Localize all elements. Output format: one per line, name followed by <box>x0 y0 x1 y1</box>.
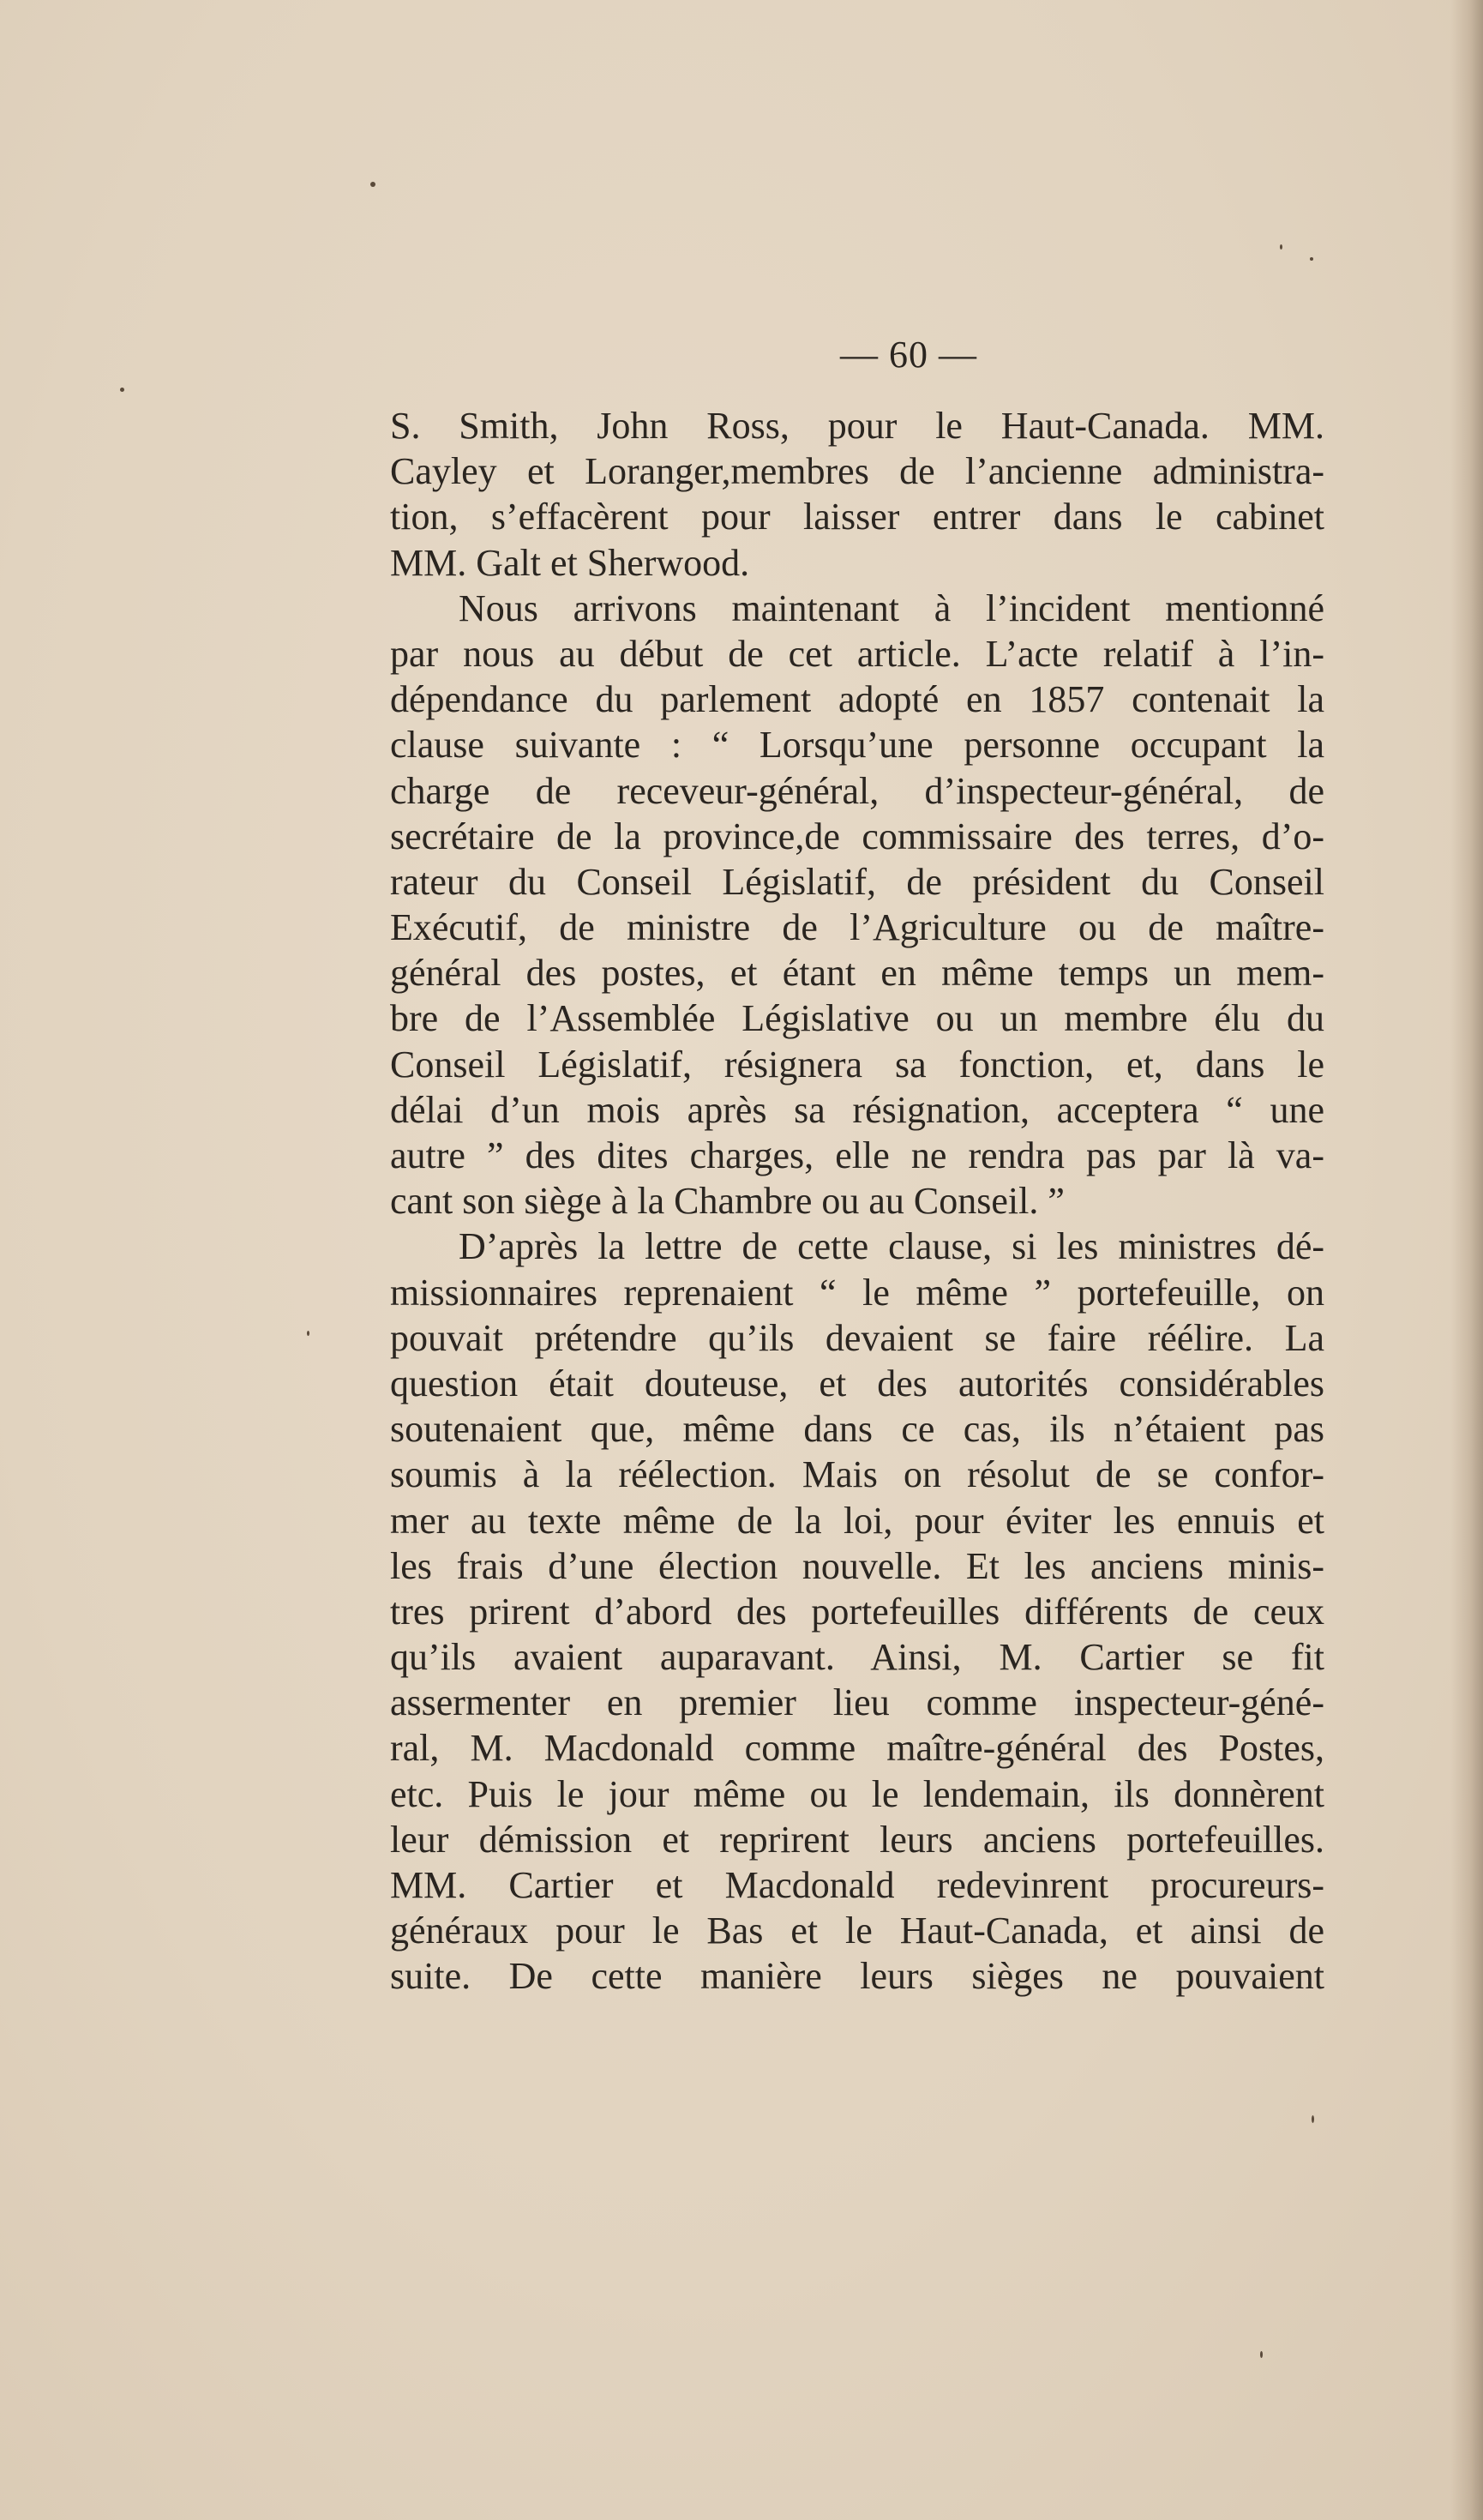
text-line: assermenter en premier lieu comme inspecteur-géné- <box>390 1681 1324 1724</box>
page-edge-shadow <box>1450 0 1483 2520</box>
text-line: pouvait prétendre qu’ils devaient se faire réélire. La <box>390 1316 1324 1359</box>
text-line: etc. Puis le jour même ou le lendemain, ils donnèrent <box>390 1772 1324 1815</box>
text-line: rateur du Conseil Législatif, de président du Conseil <box>390 860 1324 903</box>
text-line: général des postes, et étant en même temps un mem- <box>390 952 1324 995</box>
page-number: — 60 — <box>840 334 977 376</box>
text-line: soumis à la réélection. Mais on résolut de se confor- <box>390 1453 1324 1496</box>
text-line: leur démission et reprirent leurs anciens portefeuilles. <box>390 1818 1324 1861</box>
ink-speck <box>307 1331 309 1336</box>
text-line: par nous au début de cet article. L’acte relatif à l’in- <box>390 632 1324 675</box>
text-line: MM. Cartier et Macdonald redevinrent procureurs- <box>390 1864 1324 1906</box>
ink-speck <box>120 388 124 392</box>
ink-speck <box>370 182 375 187</box>
text-line: question était douteuse, et des autorités considérables <box>390 1362 1324 1404</box>
text-line: bre de l’Assemblée Législative ou un membre élu du <box>390 997 1324 1040</box>
text-line: cant son siège à la Chambre ou au Conseil. ” <box>390 1180 1065 1223</box>
ink-speck <box>1312 2115 1314 2123</box>
text-line: Exécutif, de ministre de l’Agriculture ou de maître- <box>390 906 1324 949</box>
text-line: Nous arrivons maintenant à l’incident mentionné <box>459 586 1324 629</box>
text-line: clause suivante : “ Lorsqu’une personne occupant la <box>390 724 1324 767</box>
text-line: D’après la lettre de cette clause, si les ministres dé- <box>459 1225 1324 1268</box>
body-text <box>390 403 1324 2000</box>
text-line: suite. De cette manière leurs sièges ne pouvaient <box>390 1955 1324 1998</box>
text-line: soutenaient que, même dans ce cas, ils n’étaient pas <box>390 1408 1324 1451</box>
text-line: généraux pour le Bas et le Haut-Canada, et ainsi de <box>390 1910 1324 1952</box>
text-line: MM. Galt et Sherwood. <box>390 541 750 584</box>
ink-speck <box>1310 257 1313 261</box>
text-line: Cayley et Loranger,membres de l’ancienne administra- <box>390 450 1324 493</box>
text-line: ral, M. Macdonald comme maître-général des Postes, <box>390 1727 1324 1770</box>
text-line: qu’ils avaient auparavant. Ainsi, M. Cartier se fit <box>390 1636 1324 1679</box>
ink-speck <box>1260 2351 1263 2358</box>
ink-speck <box>1280 244 1282 250</box>
text-line: mer au texte même de la loi, pour éviter les ennuis et <box>390 1499 1324 1542</box>
text-line: tion, s’effacèrent pour laisser entrer dans le cabinet <box>390 496 1324 538</box>
text-line: tres prirent d’abord des portefeuilles différents de ceux <box>390 1590 1324 1633</box>
text-line: dépendance du parlement adopté en 1857 contenait la <box>390 678 1324 721</box>
text-line: missionnaires reprenaient “ le même ” portefeuille, on <box>390 1271 1324 1314</box>
text-line: les frais d’une élection nouvelle. Et les anciens minis- <box>390 1544 1324 1587</box>
text-line: charge de receveur-général, d’inspecteur-général, de <box>390 769 1324 812</box>
text-line: secrétaire de la province,de commissaire des terres, d’o- <box>390 815 1324 857</box>
text-line: autre ” des dites charges, elle ne rendra pas par là va- <box>390 1134 1324 1176</box>
text-line: délai d’un mois après sa résignation, acceptera “ une <box>390 1088 1324 1131</box>
text-line: S. Smith, John Ross, pour le Haut-Canada. MM. <box>390 405 1324 447</box>
text-line: Conseil Législatif, résignera sa fonction, et, dans le <box>390 1043 1324 1086</box>
